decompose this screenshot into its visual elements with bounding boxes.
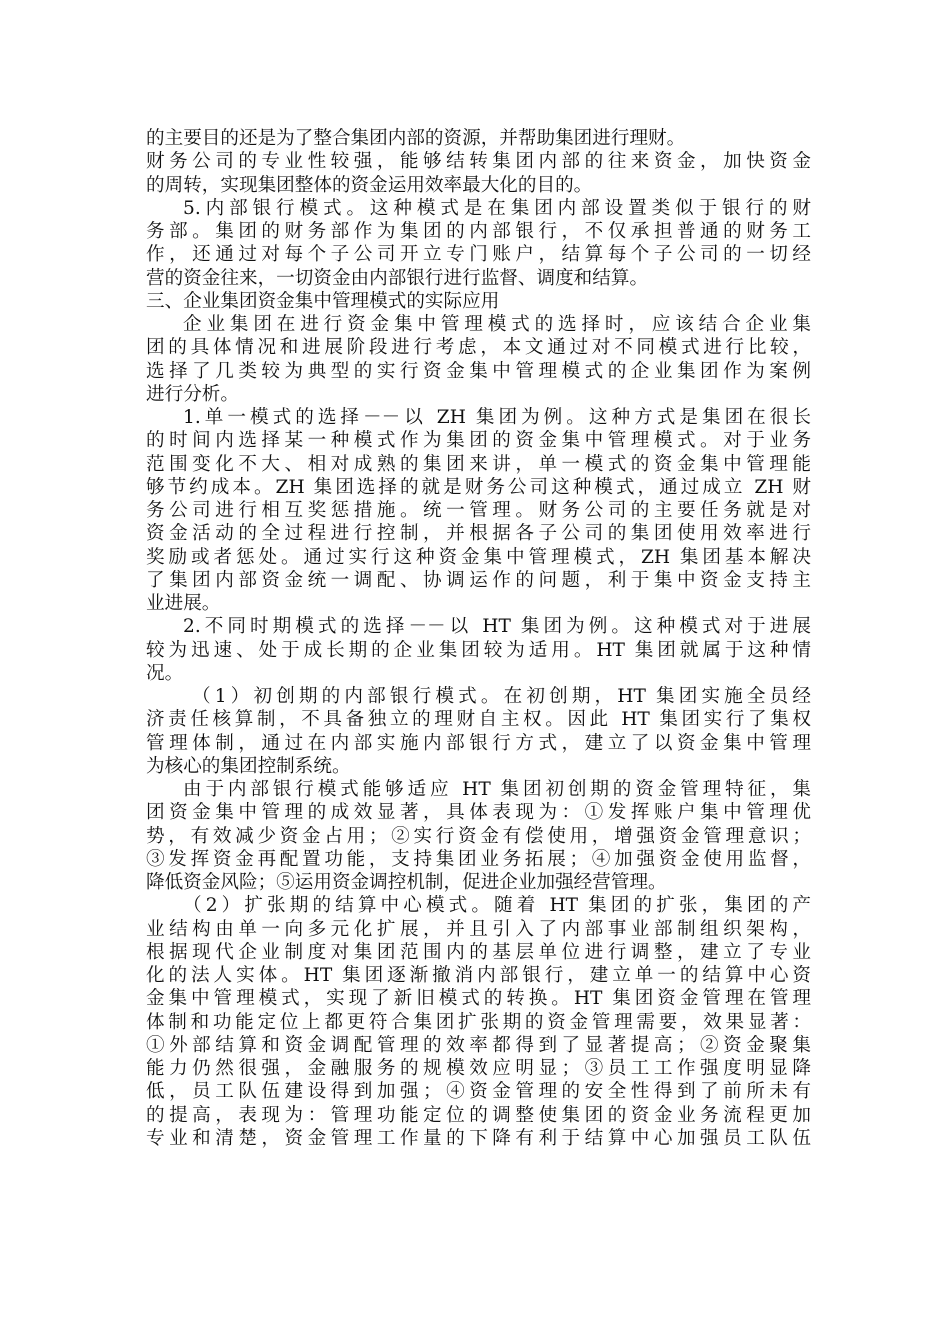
text-line: 体制和功能定位上都更符合集团扩张期的资金管理需要，效果显著： [146, 1011, 811, 1033]
text-line: 2.不同时期模式的选择－－以 HT 集团为例。这种模式对于进展 [183, 616, 811, 638]
text-line: 金集中管理模式，实现了新旧模式的转换。HT 集团资金管理在管理 [146, 988, 811, 1010]
text-line: 资金活动的全过程进行控制，并根据各子公司的集团使用效率进行 [146, 523, 811, 545]
text-line: 由于内部银行模式能够适应 HT 集团初创期的资金管理特征，集 [183, 779, 811, 800]
text-line: 作，还通过对每个子公司开立专门账户，结算每个子公司的一切经 [146, 244, 811, 266]
text-line: 团的具体情况和进展阶段进行考虑，本文通过对不同模式进行比较， [146, 337, 811, 359]
text-line: 况。 [146, 662, 184, 684]
text-line: 三、企业集团资金集中管理模式的实际应用 [146, 290, 500, 312]
text-line: 的提高，表现为：管理功能定位的调整使集团的资金业务流程更加 [146, 1104, 811, 1126]
text-line: 济责任核算制，不具备独立的理财自主权。因此 HT 集团实行了集权 [146, 709, 811, 731]
text-line: （1）初创期的内部银行模式。在初创期，HT 集团实施全员经 [192, 686, 811, 707]
text-line: 务部。集团的财务部作为集团的内部银行，不仅承担普通的财务工 [146, 221, 811, 242]
text-line: 低，员工队伍建设得到加强；④资金管理的安全性得到了前所未有 [146, 1081, 811, 1103]
text-line: 的主要目的还是为了整合集团内部的资源，并帮助集团进行理财。 [146, 128, 686, 149]
text-line: 的周转，实现集团整体的资金运用效率最大化的目的。 [146, 174, 593, 196]
text-line: 专业和清楚，资金管理工作量的下降有利于结算中心加强员工队伍 [146, 1127, 811, 1149]
text-line: 进行分析。 [146, 383, 239, 405]
text-line: 团资金集中管理的成效显著，具体表现为：①发挥账户集中管理优 [146, 802, 811, 824]
text-line: 化的法人实体。HT 集团逐渐撤消内部银行，建立单一的结算中心资 [146, 965, 811, 986]
text-line: 为核心的集团控制系统。 [146, 755, 351, 777]
text-line: 势，有效减少资金占用；②实行资金有偿使用，增强资金管理意识； [146, 825, 811, 847]
text-line: （2）扩张期的结算中心模式。随着 HT 集团的扩张，集团的产 [183, 895, 811, 917]
text-line: 财务公司的专业性较强，能够结转集团内部的往来资金，加快资金 [146, 151, 811, 173]
text-line: 管理体制，通过在内部实施内部银行方式，建立了以资金集中管理 [146, 732, 811, 754]
text-line: 降低资金风险；⑤运用资金调控机制，促进企业加强经营管理。 [146, 872, 667, 893]
text-line: 根据现代企业制度对集团范围内的基层单位进行调整，建立了专业 [146, 941, 811, 963]
text-line: 业结构由单一向多元化扩展，并且引入了内部事业部制组织架构， [146, 918, 811, 940]
text-line: 够节约成本。ZH 集团选择的就是财务公司这种模式，通过成立 ZH 财 [146, 476, 811, 498]
text-line: 范围变化不大、相对成熟的集团来讲，单一模式的资金集中管理能 [146, 453, 811, 475]
text-line: 务公司进行相互奖惩措施。统一管理。财务公司的主要任务就是对 [146, 500, 811, 521]
document-body [146, 127, 811, 1150]
text-line: 能力仍然很强，金融服务的规模效应明显；③员工工作强度明显降 [146, 1058, 811, 1079]
text-line: 了集团内部资金统一调配、协调运作的问题，利于集中资金支持主 [146, 569, 811, 591]
text-line: 1.单一模式的选择－－以 ZH 集团为例。这种方式是集团在很长 [183, 407, 811, 428]
text-line: 企业集团在进行资金集中管理模式的选择时，应该结合企业集 [183, 314, 811, 335]
text-line: 业进展。 [146, 593, 221, 614]
text-line: 营的资金往来，一切资金由内部银行进行监督、调度和结算。 [146, 267, 649, 289]
text-line: ③发挥资金再配置功能，支持集团业务拓展；④加强资金使用监督， [146, 848, 811, 870]
text-line: 选择了几类较为典型的实行资金集中管理模式的企业集团作为案例 [146, 360, 811, 382]
text-line: ①外部结算和资金调配管理的效率都得到了显著提高；②资金聚集 [146, 1034, 811, 1056]
text-line: 5.内部银行模式。这种模式是在集团内部设置类似于银行的财 [183, 197, 811, 219]
text-line: 较为迅速、处于成长期的企业集团较为适用。HT 集团就属于这种情 [146, 639, 811, 661]
text-line: 奖励或者惩处。通过实行这种资金集中管理模式，ZH 集团基本解决 [146, 546, 811, 568]
text-line: 的时间内选择某一种模式作为集团的资金集中管理模式。对于业务 [146, 430, 811, 452]
